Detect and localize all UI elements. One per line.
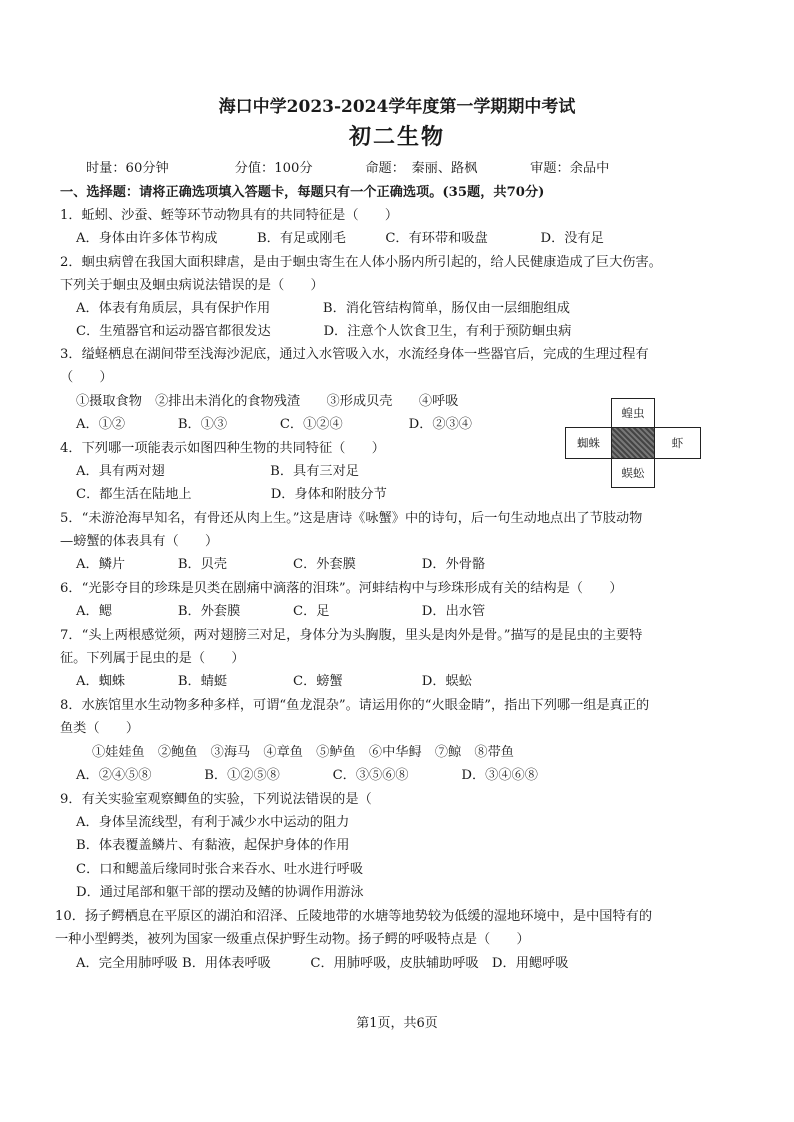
question-line: 7．“头上两根感觉须，两对翅膀三对足，身体分为头胸腹，里头是肉外是骨。”描写的是昆虫的主要特 bbox=[60, 628, 643, 643]
diagram-center-shaded bbox=[611, 427, 655, 459]
question-option: A．①② B．①③ C．①②④ D．②③④ bbox=[76, 417, 472, 432]
question-option: A．体表有角质层，具有保护作用 B．消化管结构简单，肠仅由一层细胞组成 bbox=[76, 301, 570, 316]
question-option: D．通过尾部和躯干部的摆动及鳍的协调作用游泳 bbox=[76, 885, 364, 900]
diagram-cell-top: 蝗虫 bbox=[611, 398, 655, 428]
question-line: 1．蚯蚓、沙蚕、蛭等环节动物具有的共同特征是（ ） bbox=[60, 208, 399, 223]
question-line: 一种小型鳄类，被列为国家一级重点保护野生动物。扬子鳄的呼吸特点是（ ） bbox=[55, 932, 530, 947]
question-option: A．具有两对翅 B．具有三对足 bbox=[76, 464, 359, 479]
question-line: 下列关于蛔虫及蛔虫病说法错误的是（ ） bbox=[60, 278, 324, 293]
question-option: A．蜘蛛 B．蜻蜓 C．螃蟹 D．蜈蚣 bbox=[76, 674, 472, 689]
question-line: 8．水族馆里水生动物多种多样，可谓“鱼龙混杂”。请运用你的“火眼金睛”，指出下列哪一组是真正的 bbox=[60, 698, 650, 713]
question-option: A．②④⑤⑧ B．①②⑤⑧ C．③⑤⑥⑧ D．③④⑥⑧ bbox=[76, 768, 538, 783]
question-option: A．鳞片 B．贝壳 C．外套膜 D．外骨骼 bbox=[76, 557, 486, 572]
question-line: 4．下列哪一项能表示如图四种生物的共同特征（ ） bbox=[60, 441, 385, 456]
question-line: 鱼类（ ） bbox=[60, 721, 140, 736]
question-line: 10．扬子鳄栖息在平原区的湖泊和沼泽、丘陵地带的水塘等地势较为低缓的湿地环境中，是中国特有的 bbox=[55, 909, 653, 924]
question-option: C．生殖器官和运动器官都很发达 D．注意个人饮食卫生，有利于预防蛔虫病 bbox=[76, 324, 572, 339]
question-line: （ ） bbox=[60, 370, 113, 385]
question-line: 征。下列属于昆虫的是（ ） bbox=[60, 651, 245, 666]
question-option: A．身体呈流线型，有利于减少水中运动的阻力 bbox=[76, 815, 350, 830]
diagram-cell-bottom: 蜈蚣 bbox=[611, 458, 655, 488]
question-option: C．都生活在陆地上 D．身体和附肢分节 bbox=[76, 487, 387, 502]
question-line: 6．“光影夺目的珍珠是贝类在剧痛中滴落的泪珠”。河蚌结构中与珍珠形成有关的结构是（ ） bbox=[60, 581, 623, 596]
question-choices: ①娃娃鱼 ②鲍鱼 ③海马 ④章鱼 ⑤鲈鱼 ⑥中华鲟 ⑦鲸 ⑧带鱼 bbox=[92, 745, 514, 760]
question-line: 3．缢蛏栖息在湖间带至浅海沙泥底，通过入水管吸入水，水流经身体一些器官后，完成的生理过程有 bbox=[60, 347, 649, 362]
animal-cross-diagram bbox=[565, 398, 701, 488]
page-footer: 第1页，共6页 bbox=[356, 1016, 438, 1031]
question-line: 9．有关实验室观察鲫鱼的实验，下列说法错误的是（ bbox=[60, 792, 372, 807]
question-option: A．身体由许多体节构成 B．有足或刚毛 C．有环带和吸盘 D．没有足 bbox=[76, 231, 604, 246]
question-line: —螃蟹的体表具有（ ） bbox=[60, 534, 219, 549]
question-line: 2．蛔虫病曾在我国大面积肆虐，是由于蛔虫寄生在人体小肠内所引起的，给人民健康造成了巨大伤害。 bbox=[60, 255, 662, 270]
exam-title: 海口中学2023-2024学年度第一学期期中考试 bbox=[218, 97, 576, 117]
question-line: 5．“未游沧海早知名，有骨还从肉上生。”这是唐诗《咏蟹》中的诗句，后一句生动地点出了节肢动物 bbox=[60, 511, 643, 526]
exam-subject: 初二生物 bbox=[348, 124, 445, 150]
diagram-cell-right: 虾 bbox=[654, 427, 701, 459]
section-heading: 一、选择题：请将正确选项填入答题卡，每题只有一个正确选项。(35题，共70分) bbox=[60, 185, 545, 200]
diagram-cell-left: 蜘蛛 bbox=[565, 427, 612, 459]
exam-meta: 时量：60分钟 分值：100分 命题： 秦丽、路枫 审题：余品中 bbox=[86, 161, 610, 176]
question-option: B．体表覆盖鳞片、有黏液，起保护身体的作用 bbox=[76, 838, 350, 853]
question-option: A．完全用肺呼吸 B．用体表呼吸 C．用肺呼吸，皮肤辅助呼吸 D．用鳃呼吸 bbox=[76, 956, 569, 971]
question-choices: ①摄取食物 ②排出未消化的食物残渣 ③形成贝壳 ④呼吸 bbox=[76, 394, 459, 409]
question-option: C．口和鳃盖后缘同时张合来吞水、吐水进行呼吸 bbox=[76, 862, 364, 877]
question-option: A．鳃 B．外套膜 C．足 D．出水管 bbox=[76, 604, 486, 619]
